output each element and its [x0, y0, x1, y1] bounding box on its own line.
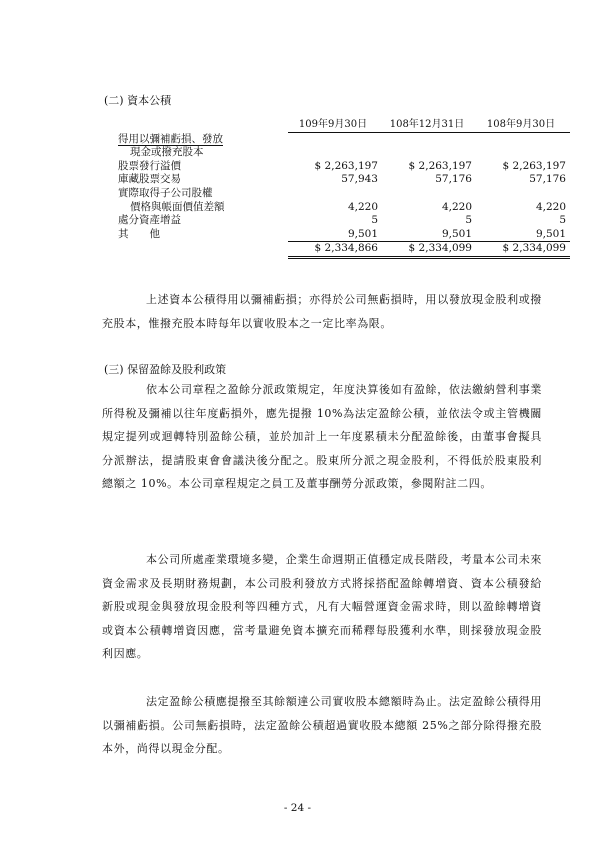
- row-value-col-2: 57,176: [435, 173, 472, 186]
- row-label-underlined: 得用以彌補虧損、發放: [118, 132, 223, 145]
- row-value-col-3: 4,220: [535, 200, 566, 213]
- row-label: 處分資產增益: [118, 214, 181, 227]
- row-label: 價格與帳面價值差額: [130, 200, 225, 213]
- table-row: [118, 173, 570, 187]
- table-row: [118, 187, 570, 201]
- table-row: [118, 201, 570, 215]
- row-value-col-1: 9,501: [288, 228, 382, 242]
- dividend-method-paragraph: 本公司所處產業環境多變，企業生命週期正值穩定成長階段，考量本公司未來資金需求及長期財務規劃，本公司股利發放方式將採搭配盈餘轉增資、資本公積發給新股或現金與發放現金股利等四種方式，凡有大幅營運資金需求時，則以盈餘轉增資或資本公積轉增資因應，當考量避免資本擴充而稀釋每股獲利水準，則採發放現金股利因應。: [102, 553, 542, 660]
- legal-reserve-paragraph: 法定盈餘公積應提撥至其餘額達公司實收股本總額時為止。法定盈餘公積得用以彌補虧損。公司無虧損時，法定盈餘公積超過實收股本總額 25%之部分除得撥充股本外，尚得以現金分配。: [102, 695, 542, 755]
- row-value-col-2: [382, 187, 476, 201]
- row-value-col-1: [288, 146, 382, 160]
- table-row: [118, 242, 570, 258]
- row-value-col-3: [476, 132, 570, 146]
- table-row: [118, 228, 570, 242]
- row-value-col-1: [288, 187, 382, 201]
- dividend-policy-paragraph: 依本公司章程之盈餘分派政策規定，年度決算後如有盈餘，依法繳納營利事業所得稅及彌補以往年度虧損外，應先提撥 10%為法定盈餘公積，並依法令或主管機關規定提列或迴轉特別盈餘公積，並於加計上一年度累積未分配盈餘後，由董事會擬具分派辦法，提請股東會會議決後分配之。股東所分派之現金股利，不得低於股東股利總額之 10%。本公司章程規定之員工及董事酬勞分派政策，參閱附註二四。: [102, 383, 542, 490]
- capital-surplus-table: [118, 118, 570, 259]
- row-value-col-2: [382, 132, 476, 146]
- row-value-col-3: 5: [559, 214, 566, 227]
- page-number: - 24 -: [283, 802, 312, 814]
- row-value-col-1: $ 2,263,197: [314, 159, 378, 172]
- row-value-col-1: 4,220: [347, 200, 378, 213]
- table-header-row: [118, 118, 570, 132]
- row-value-col-2: 9,501: [382, 228, 476, 242]
- row-value-col-3: [476, 146, 570, 160]
- row-value-col-3: [476, 187, 570, 201]
- row-value-col-3: 9,501: [476, 228, 570, 242]
- row-value-col-3: $ 2,334,099: [476, 242, 570, 258]
- capital-surplus-paragraph: 上述資本公積得用以彌補虧損；亦得於公司無虧損時，用以發放現金股利或撥充股本，惟撥充股本時每年以實收股本之一定比率為限。: [102, 293, 542, 330]
- table-row: [118, 160, 570, 174]
- column-header-2020-09-30: 109年9月30日: [288, 118, 382, 132]
- row-value-col-2: $ 2,263,197: [408, 159, 472, 172]
- row-label: 實際取得子公司股權: [118, 186, 213, 199]
- section-heading-retained-earnings: (三) 保留盈餘及股利政策: [104, 363, 227, 376]
- row-value-col-3: 57,176: [529, 173, 566, 186]
- row-label: 股票發行溢價: [118, 159, 181, 172]
- row-value-col-2: [382, 146, 476, 160]
- capital-surplus-table-body: [118, 118, 570, 257]
- row-value-col-1: [288, 132, 382, 146]
- row-label: 現金或撥充股本: [130, 146, 204, 159]
- section-heading-capital-surplus: (二) 資本公積: [104, 94, 172, 107]
- row-label: [118, 242, 288, 258]
- row-value-col-2: $ 2,334,099: [382, 242, 476, 258]
- table-row: [118, 214, 570, 228]
- table-row: [118, 132, 570, 146]
- row-value-col-3: $ 2,263,197: [502, 159, 566, 172]
- column-header-2019-12-31: 108年12月31日: [382, 118, 476, 132]
- column-header-2019-09-30: 108年9月30日: [476, 118, 570, 132]
- row-label: [118, 132, 288, 146]
- row-value-col-2: 5: [465, 214, 472, 227]
- row-value-col-1: 5: [371, 214, 378, 227]
- row-label: 庫藏股票交易: [118, 173, 181, 186]
- row-value-col-1: 57,943: [341, 173, 378, 186]
- table-row: [118, 146, 570, 160]
- row-value-col-1: $ 2,334,866: [288, 242, 382, 258]
- table-header-blank: [118, 118, 288, 132]
- row-label: 其 他: [118, 228, 160, 241]
- row-value-col-2: 4,220: [441, 200, 472, 213]
